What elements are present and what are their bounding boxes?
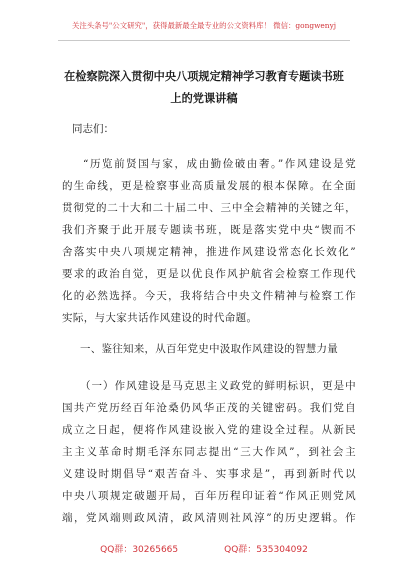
paragraph-line: 主主义革命时期毛泽东同志提出“三大作风”，到社会主 xyxy=(62,446,356,458)
section-heading-1: 一、鉴往知来，从百年党史中汲取作风建设的智慧力量 xyxy=(80,343,338,355)
paragraph-line: 我们齐聚于此开展专题读书班，既是落实党中央“锲而不 xyxy=(62,224,356,236)
paragraph-line: （一）作风建设是马克思主义政党的鲜明标识，更是中 xyxy=(80,380,356,392)
document-title-line-1: 在检察院深入贯彻中央八项规定精神学习教育专题读书班 xyxy=(64,69,344,83)
salutation: 同志们： xyxy=(72,123,114,135)
paragraph-line: 端，党风端则政风清，政风清则社风淳”的历史逻辑。作 xyxy=(62,512,356,524)
header-divider xyxy=(58,40,350,41)
paragraph-line: “历览前贤国与家，成由勤俭破由奢。”作风建设是党 xyxy=(83,158,356,170)
paragraph-line: 化的必然选择。今天，我将结合中央文件精神与检察工作 xyxy=(62,290,356,302)
paragraph-line: 国共产党历经百年沧桑仍风华正茂的关键密码。我们党自 xyxy=(62,402,356,414)
paragraph-line: 舍落实中央八项规定精神，推进作风建设常态化长效化” xyxy=(62,246,356,258)
footer-qq-group-2: QQ群：535304092 xyxy=(224,545,308,555)
header-note: 关注头条号"公文研究"，获得最新最全最专业的公文资料库！ 微信：gongwenyj xyxy=(71,21,337,30)
footer-qq-group-1: QQ群：30265665 xyxy=(100,545,179,555)
paragraph-line: 成立之日起，便将作风建设嵌入党的建设全过程。从新民 xyxy=(62,424,356,436)
paragraph-line: 的生命线，更是检察事业高质量发展的根本保障。在全面 xyxy=(62,180,356,192)
paragraph-line: 要求的政治自觉，更是以优良作风护航省会检察工作现代 xyxy=(62,268,356,280)
paragraph-line: 实际，与大家共话作风建设的时代命题。 xyxy=(62,312,258,324)
footer xyxy=(0,542,408,555)
paragraph-line: 中央八项规定破题开局，百年历程印证着“作风正则党风 xyxy=(62,490,356,502)
paragraph-line: 贯彻党的二十大和二十届二中、三中全会精神的关键之年， xyxy=(62,202,356,214)
paragraph-line: 义建设时期倡导“艰苦奋斗、实事求是”，再到新时代以 xyxy=(62,468,356,480)
document-title-line-2: 上的党课讲稿 xyxy=(170,91,238,105)
